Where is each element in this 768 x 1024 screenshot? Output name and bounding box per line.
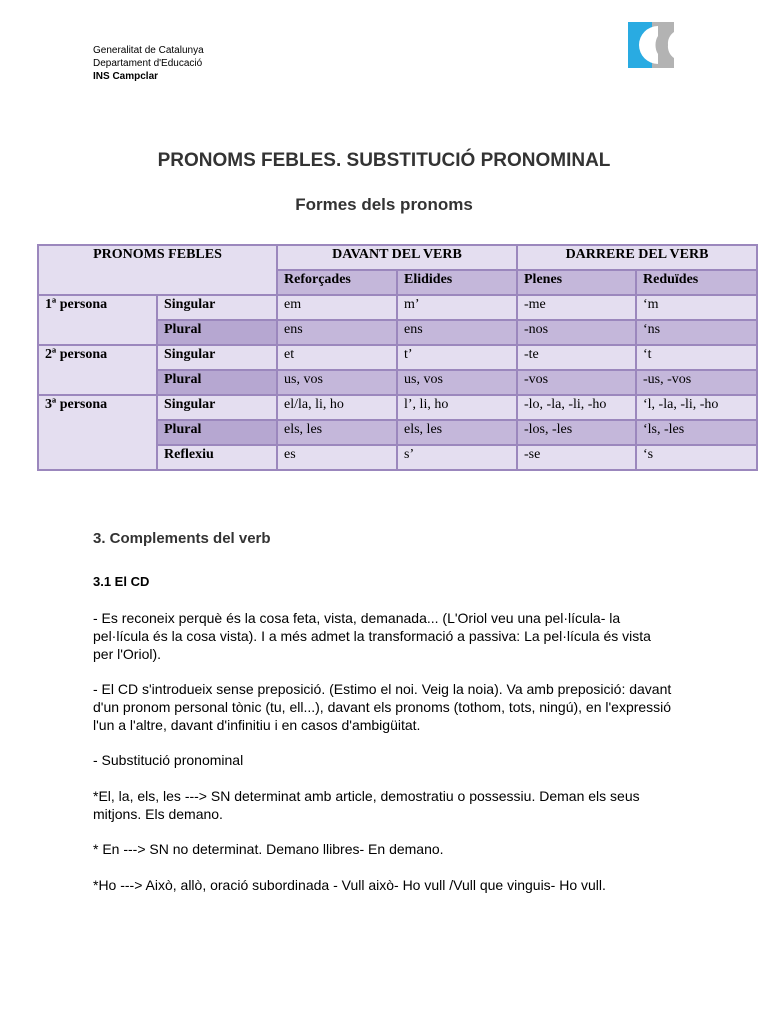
cell-reduides: ‘ns <box>636 320 757 345</box>
number-label: Singular <box>157 395 277 420</box>
pronouns-table <box>37 244 758 471</box>
cell-reforcades: ens <box>277 320 397 345</box>
cell-plenes: -lo, -la, -li, -ho <box>517 395 636 420</box>
page-title: PRONOMS FEBLES. SUBSTITUCIÓ PRONOMINAL <box>157 150 611 171</box>
number-label: Plural <box>157 420 277 445</box>
person-label: 2ª persona <box>38 345 157 395</box>
number-label: Plural <box>157 370 277 395</box>
header-pronoms-febles: PRONOMS FEBLES <box>38 245 277 295</box>
section-heading: 3. Complements del verb <box>93 530 271 547</box>
cell-elidides: l’, li, ho <box>397 395 517 420</box>
cell-plenes: -te <box>517 345 636 370</box>
subsection-heading: 3.1 El CD <box>93 574 150 589</box>
cell-elidides: s’ <box>397 445 517 470</box>
cell-plenes: -me <box>517 295 636 320</box>
table-row <box>38 395 757 420</box>
cell-elidides: t’ <box>397 345 517 370</box>
number-label: Plural <box>157 320 277 345</box>
cell-reduides: -us, -vos <box>636 370 757 395</box>
table-row <box>38 345 757 370</box>
cell-reforcades: es <box>277 445 397 470</box>
cell-plenes: -los, -les <box>517 420 636 445</box>
person-label: 1ª persona <box>38 295 157 345</box>
header-reduides: Reduïdes <box>636 270 757 295</box>
header-plenes: Plenes <box>517 270 636 295</box>
paragraph-4: *El, la, els, les ---> SN determinat amb article, demostratiu o possessiu. Deman els seus mitjons. Els demano. <box>93 788 640 822</box>
cell-elidides: els, les <box>397 420 517 445</box>
cell-reforcades: et <box>277 345 397 370</box>
cell-reduides: ‘t <box>636 345 757 370</box>
person-label: 3ª persona <box>38 395 157 470</box>
table-header-row <box>38 245 757 270</box>
paragraph-6: *Ho ---> Això, allò, oració subordinada - Vull això- Ho vull /Vull que vinguis- Ho vull. <box>93 877 606 893</box>
cell-reforcades: els, les <box>277 420 397 445</box>
paragraph-5: * En ---> SN no determinat. Demano llibres- En demano. <box>93 841 444 857</box>
cell-reduides: ‘m <box>636 295 757 320</box>
cell-plenes: -se <box>517 445 636 470</box>
generalitat-logo-icon <box>628 22 674 68</box>
cell-reforcades: el/la, li, ho <box>277 395 397 420</box>
paragraph-3: - Substitució pronominal <box>93 752 244 768</box>
table-row <box>38 295 757 320</box>
org-line-3: INS Campclar <box>93 71 159 82</box>
cell-plenes: -vos <box>517 370 636 395</box>
number-label: Reflexiu <box>157 445 277 470</box>
header-reforcades: Reforçades <box>277 270 397 295</box>
cell-reduides: ‘l, -la, -li, -ho <box>636 395 757 420</box>
cell-elidides: m’ <box>397 295 517 320</box>
header-darrere-verb: DARRERE DEL VERB <box>517 245 757 270</box>
cell-reforcades: em <box>277 295 397 320</box>
header-elidides: Elidides <box>397 270 517 295</box>
page-subtitle: Formes dels pronoms <box>295 195 473 214</box>
number-label: Singular <box>157 345 277 370</box>
org-line-2: Departament d'Educació <box>93 58 203 69</box>
paragraph-1: - Es reconeix perquè és la cosa feta, vista, demanada... (L'Oriol veu una pel·lícula- la pel·lícula és la cosa vista). I a més admet la transformació a passiva: La pel·lícula és vista per l'Oriol). <box>93 610 651 662</box>
number-label: Singular <box>157 295 277 320</box>
paragraph-2: - El CD s'introdueix sense preposició. (Estimo el noi. Veig la noia). Va amb preposició: davant d'un pronom personal tònic (tu, ell...), davant els pronoms (tothom, tots, ningú), en l'expressió l'un a l'altre, davant d'infinitiu i en casos d'ambigüitat. <box>93 681 672 733</box>
header-organization <box>93 44 204 83</box>
cell-reduides: ‘s <box>636 445 757 470</box>
cell-reduides: ‘ls, -les <box>636 420 757 445</box>
cell-elidides: us, vos <box>397 370 517 395</box>
header-davant-verb: DAVANT DEL VERB <box>277 245 517 270</box>
cell-reforcades: us, vos <box>277 370 397 395</box>
org-line-1: Generalitat de Catalunya <box>93 45 204 56</box>
cell-elidides: ens <box>397 320 517 345</box>
cell-plenes: -nos <box>517 320 636 345</box>
